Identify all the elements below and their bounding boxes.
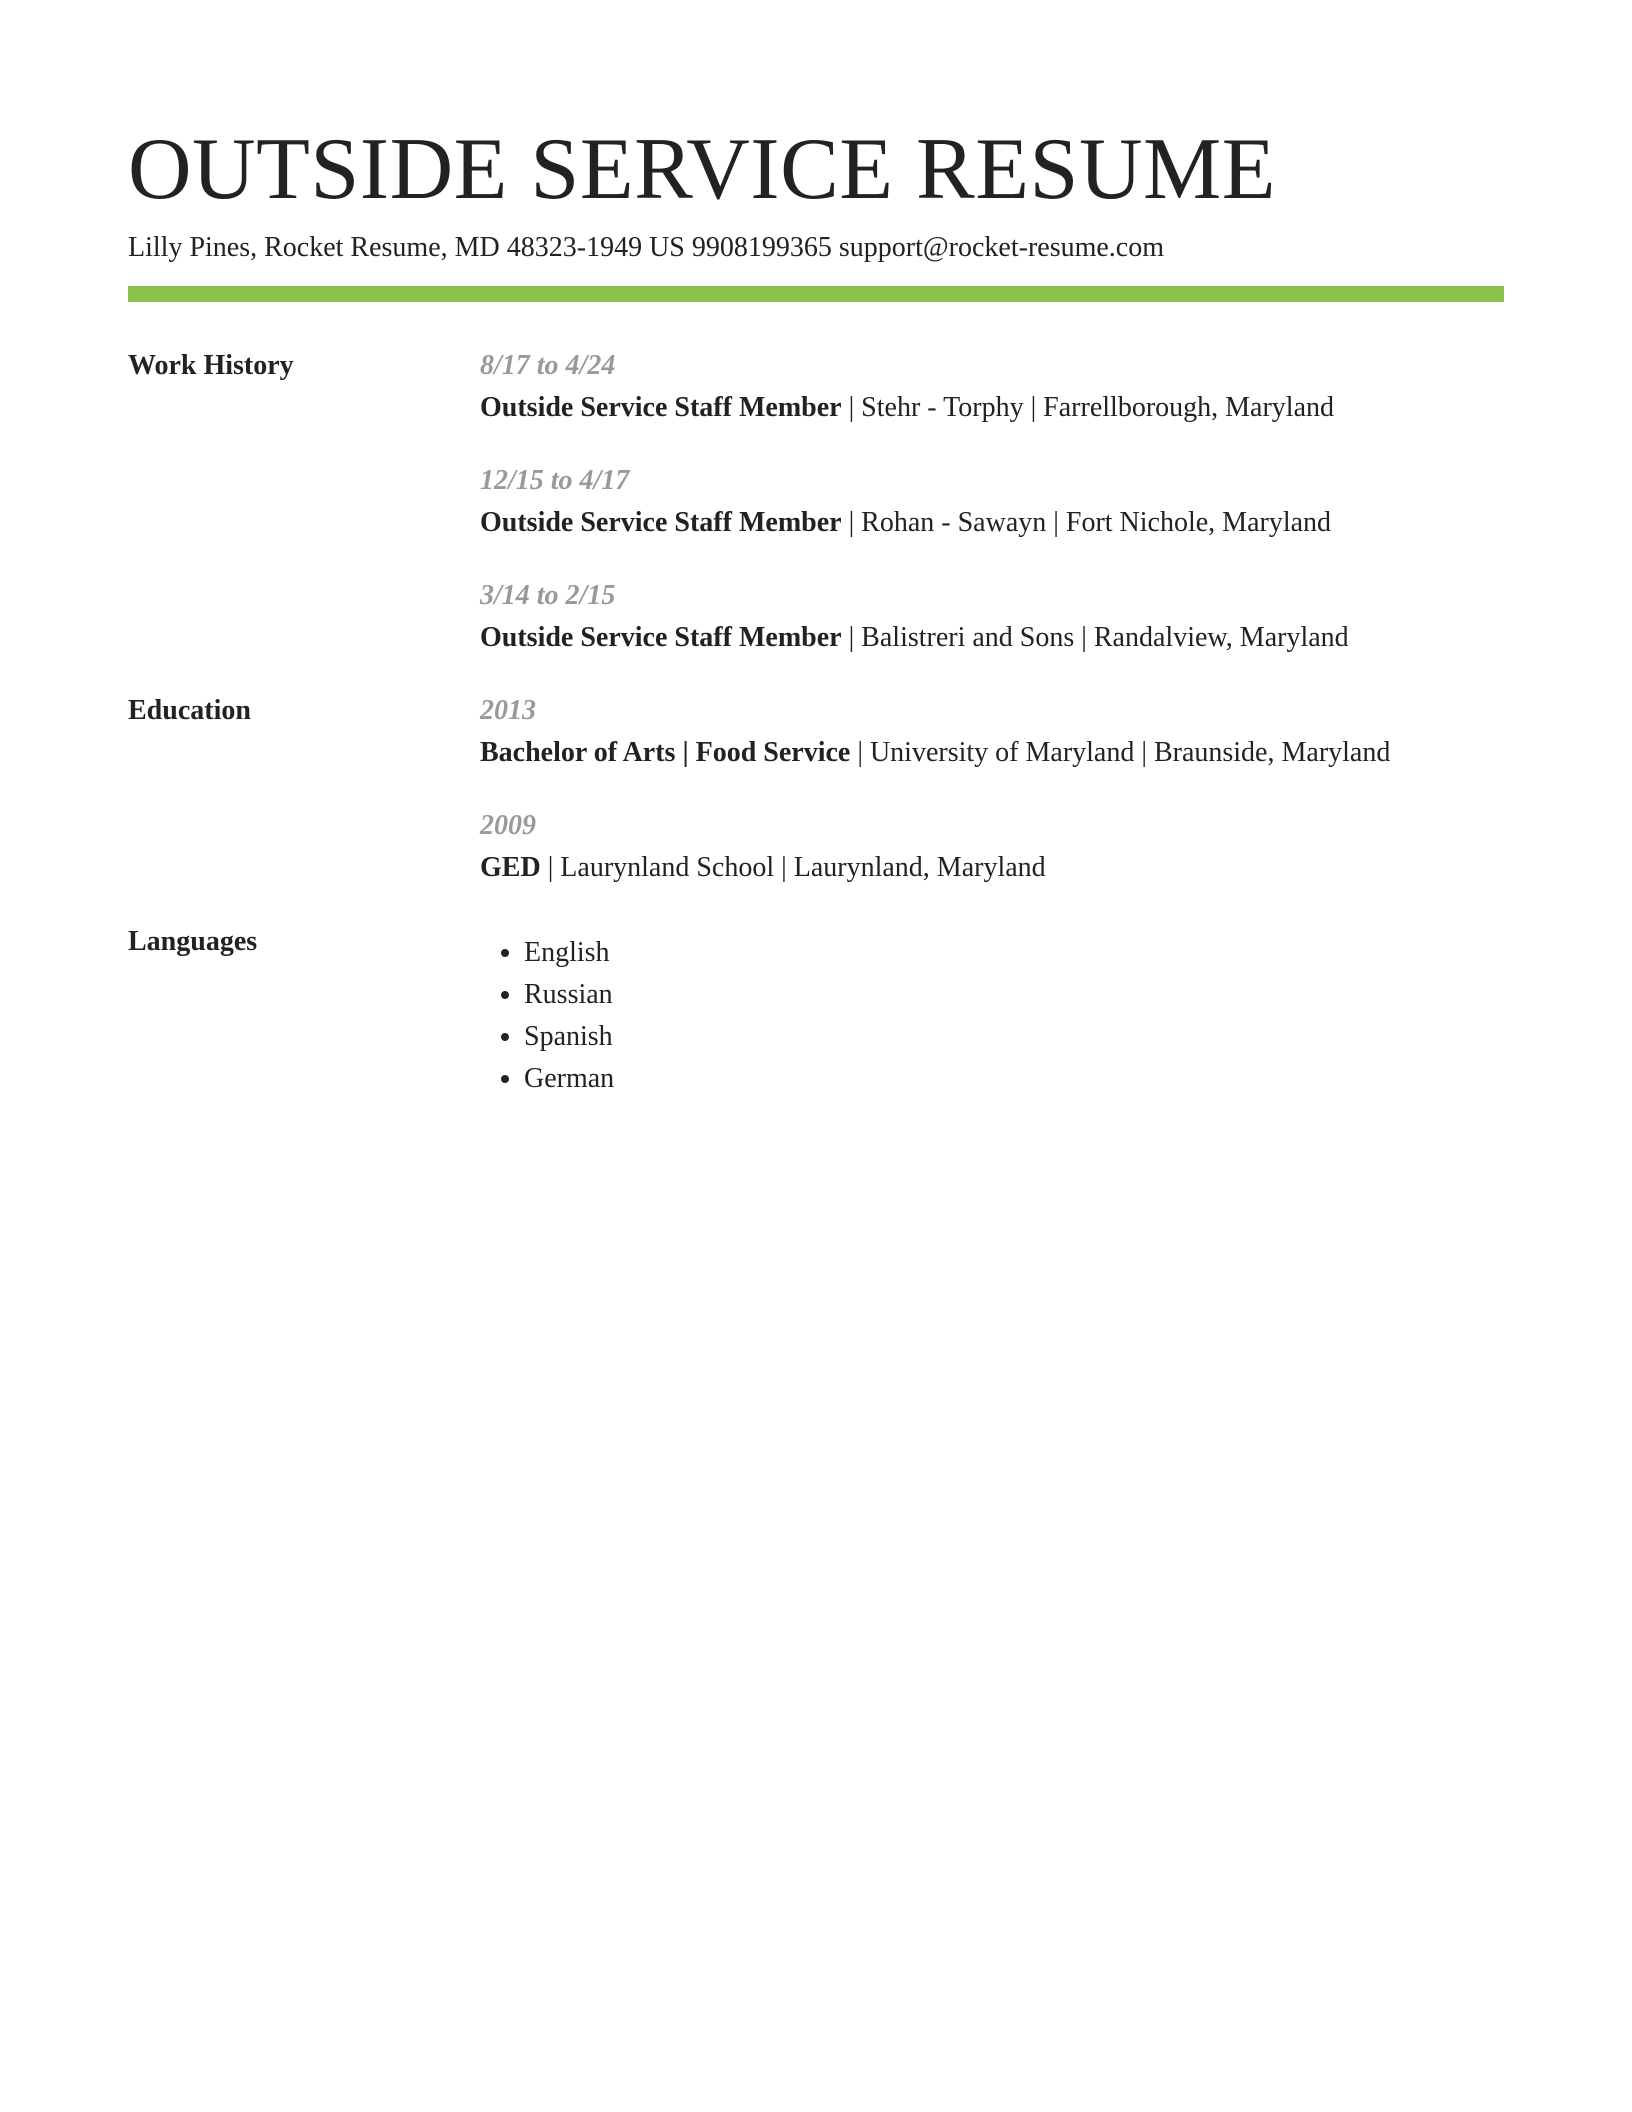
entry-title: Bachelor of Arts | Food Service xyxy=(480,737,851,768)
entry-dates: 8/17 to 4/24 xyxy=(480,350,616,381)
entry-title: Outside Service Staff Member xyxy=(480,622,842,653)
work-entry xyxy=(480,463,1504,541)
section-label-work-history: Work History xyxy=(128,350,294,381)
entry-details: | Stehr - Torphy | Farrellborough, Maryland xyxy=(841,392,1334,423)
education-entry xyxy=(480,808,1504,886)
entry-details: | Rohan - Sawayn | Fort Nichole, Maryland xyxy=(841,507,1332,538)
section-label-languages: Languages xyxy=(128,926,258,957)
resume-title: OUTSIDE SERVICE RESUME xyxy=(128,121,1276,218)
work-entry xyxy=(480,348,1504,426)
entry-line xyxy=(480,735,1504,771)
list-item: • English xyxy=(524,932,614,974)
education-entry xyxy=(480,693,1504,771)
entry-dates: 3/14 to 2/15 xyxy=(480,580,616,611)
entry-title: GED xyxy=(480,852,541,883)
entry-dates: 12/15 to 4/17 xyxy=(480,465,630,496)
work-entry xyxy=(480,578,1504,656)
entry-details: | Laurynland School | Laurynland, Maryland xyxy=(540,852,1046,883)
list-item: • Russian xyxy=(524,974,614,1016)
list-item: • German xyxy=(524,1058,614,1100)
entry-dates: 2013 xyxy=(480,695,536,726)
entry-details: | Balistreri and Sons | Randalview, Maryland xyxy=(841,622,1349,653)
languages-list xyxy=(480,932,614,1100)
entry-line xyxy=(480,390,1504,426)
section-label-education: Education xyxy=(128,695,251,726)
entry-details: | University of Maryland | Braunside, Maryland xyxy=(850,737,1391,768)
contact-info: Lilly Pines, Rocket Resume, MD 48323-1949 US 9908199365 support@rocket-resume.com xyxy=(128,232,1164,263)
entry-line xyxy=(480,620,1504,656)
entry-dates: 2009 xyxy=(480,810,536,841)
entry-title: Outside Service Staff Member xyxy=(480,392,842,423)
entry-line xyxy=(480,850,1504,886)
entry-line xyxy=(480,505,1504,541)
list-item: • Spanish xyxy=(524,1016,614,1058)
header-divider xyxy=(128,286,1504,302)
entry-title: Outside Service Staff Member xyxy=(480,507,842,538)
